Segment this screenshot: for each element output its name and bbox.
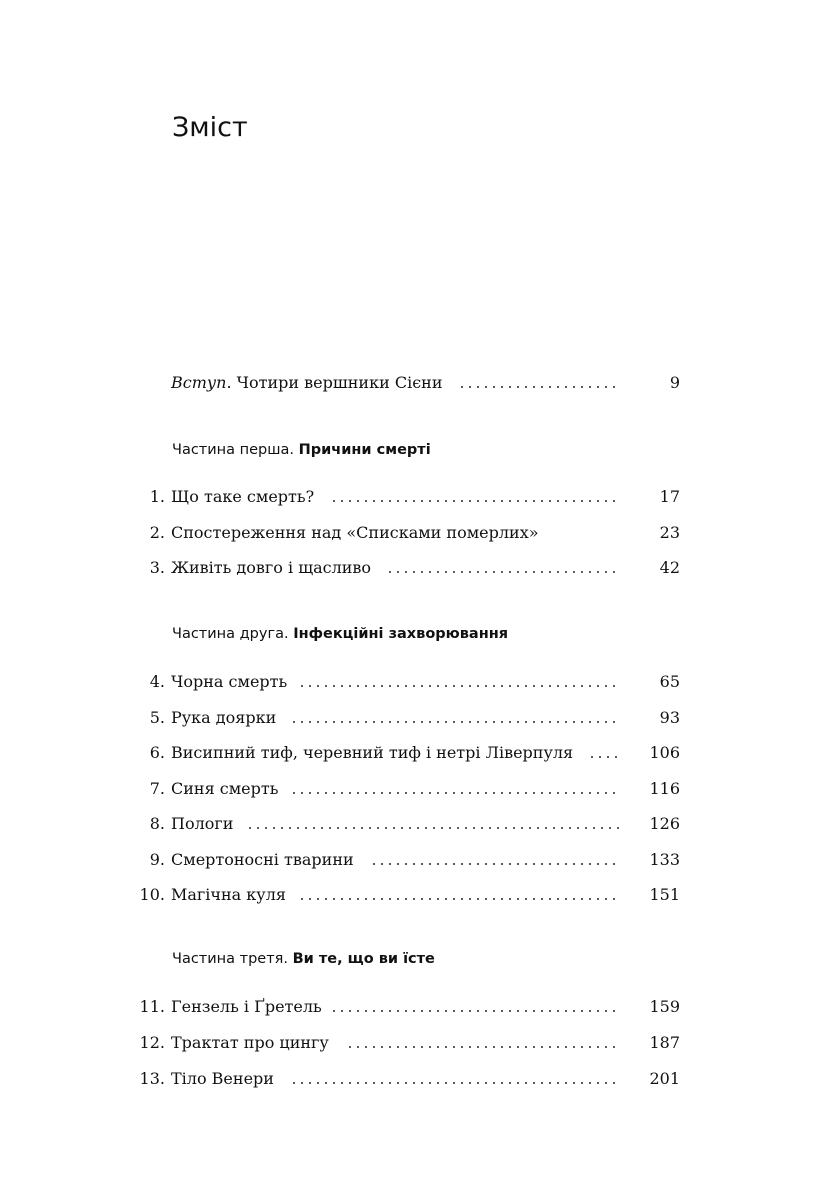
intro-separator: . xyxy=(226,373,237,392)
dot-leader xyxy=(298,685,621,687)
chapter-title: Що таке смерть? xyxy=(171,487,315,506)
toc-page-number: 65 xyxy=(659,672,680,691)
toc-entry[interactable] xyxy=(0,848,821,872)
toc-page-number: 42 xyxy=(659,558,680,577)
chapter-title: Смертоносні тварини xyxy=(171,850,354,869)
dot-leader xyxy=(290,721,621,723)
dot-leader xyxy=(246,827,621,829)
part-name: Інфекційні захворювання xyxy=(293,626,509,642)
chapter-title: Синя смерть xyxy=(171,779,279,798)
chapter-title: Спостереження над «Списками померлих» xyxy=(171,523,539,542)
chapter-number: 11. xyxy=(139,997,165,1016)
part-label: Частина третя. xyxy=(172,951,288,967)
dot-leader xyxy=(290,792,621,794)
chapter-title: Чорна смерть xyxy=(171,672,288,691)
toc-entry[interactable] xyxy=(0,670,821,694)
part-heading-1 xyxy=(172,438,431,462)
toc-page-number: 201 xyxy=(649,1069,680,1088)
dot-leader xyxy=(346,1046,621,1048)
chapter-title: Трактат про цингу xyxy=(171,1033,329,1052)
toc-page-number: 17 xyxy=(659,487,680,506)
toc-page-number: 23 xyxy=(659,523,680,542)
toc-page-number: 106 xyxy=(649,743,680,762)
chapter-number: 13. xyxy=(139,1069,165,1088)
chapter-number: 2. xyxy=(149,523,165,542)
intro-label: Вступ xyxy=(171,373,227,392)
toc-entry[interactable] xyxy=(0,485,821,509)
part-label: Частина друга. xyxy=(172,626,289,642)
chapter-title: Тіло Венери xyxy=(171,1069,274,1088)
dot-leader xyxy=(330,500,621,502)
chapter-title: Рука доярки xyxy=(171,708,277,727)
chapter-title: Висипний тиф, черевний тиф і нетрі Ліверпуля xyxy=(171,743,574,762)
part-heading-2 xyxy=(172,622,508,646)
toc-page-number: 151 xyxy=(649,885,680,904)
intro-title: Чотири вершники Сієни xyxy=(236,373,443,392)
toc-entry[interactable] xyxy=(0,741,821,765)
toc-page-number: 187 xyxy=(649,1033,680,1052)
chapter-title: Магічна куля xyxy=(171,885,286,904)
toc-entry[interactable] xyxy=(0,777,821,801)
dot-leader xyxy=(588,756,621,758)
chapter-number: 5. xyxy=(149,708,165,727)
toc-entry-intro[interactable] xyxy=(0,371,821,395)
toc-entry[interactable] xyxy=(0,706,821,730)
part-name: Ви те, що ви їсте xyxy=(292,951,435,967)
chapter-number: 1. xyxy=(149,487,165,506)
chapter-number: 8. xyxy=(149,814,165,833)
dot-leader xyxy=(330,1010,621,1012)
chapter-title: Гензель і Ґретель xyxy=(171,997,322,1016)
toc-entry[interactable] xyxy=(0,521,821,545)
toc-page-number: 116 xyxy=(649,779,680,798)
page-title: Зміст xyxy=(172,112,248,143)
dot-leader xyxy=(386,571,621,573)
toc-entry[interactable] xyxy=(0,883,821,907)
part-label: Частина перша. xyxy=(172,442,295,458)
dot-leader xyxy=(458,386,621,388)
part-heading-3 xyxy=(172,947,435,971)
toc-entry[interactable] xyxy=(0,995,821,1019)
chapter-number: 9. xyxy=(149,850,165,869)
dot-leader xyxy=(298,898,621,900)
chapter-number: 10. xyxy=(139,885,165,904)
toc-page-number: 126 xyxy=(649,814,680,833)
toc-entry[interactable] xyxy=(0,1067,821,1091)
chapter-number: 6. xyxy=(149,743,165,762)
dot-leader xyxy=(290,1082,621,1084)
chapter-number: 7. xyxy=(149,779,165,798)
toc-page-number: 93 xyxy=(659,708,680,727)
chapter-title: Живіть довго і щасливо xyxy=(171,558,372,577)
chapter-number: 4. xyxy=(149,672,165,691)
toc-page-number: 133 xyxy=(649,850,680,869)
toc-entry[interactable] xyxy=(0,812,821,836)
part-name: Причини смерті xyxy=(298,442,431,458)
toc-entry-title xyxy=(171,371,442,395)
chapter-title: Пологи xyxy=(171,814,234,833)
chapter-number: 12. xyxy=(139,1033,165,1052)
chapter-number: 3. xyxy=(149,558,165,577)
toc-entry[interactable] xyxy=(0,556,821,580)
toc-page-number: 159 xyxy=(649,997,680,1016)
toc-entry[interactable] xyxy=(0,1031,821,1055)
toc-page-number: 9 xyxy=(669,373,680,392)
dot-leader xyxy=(370,863,621,865)
